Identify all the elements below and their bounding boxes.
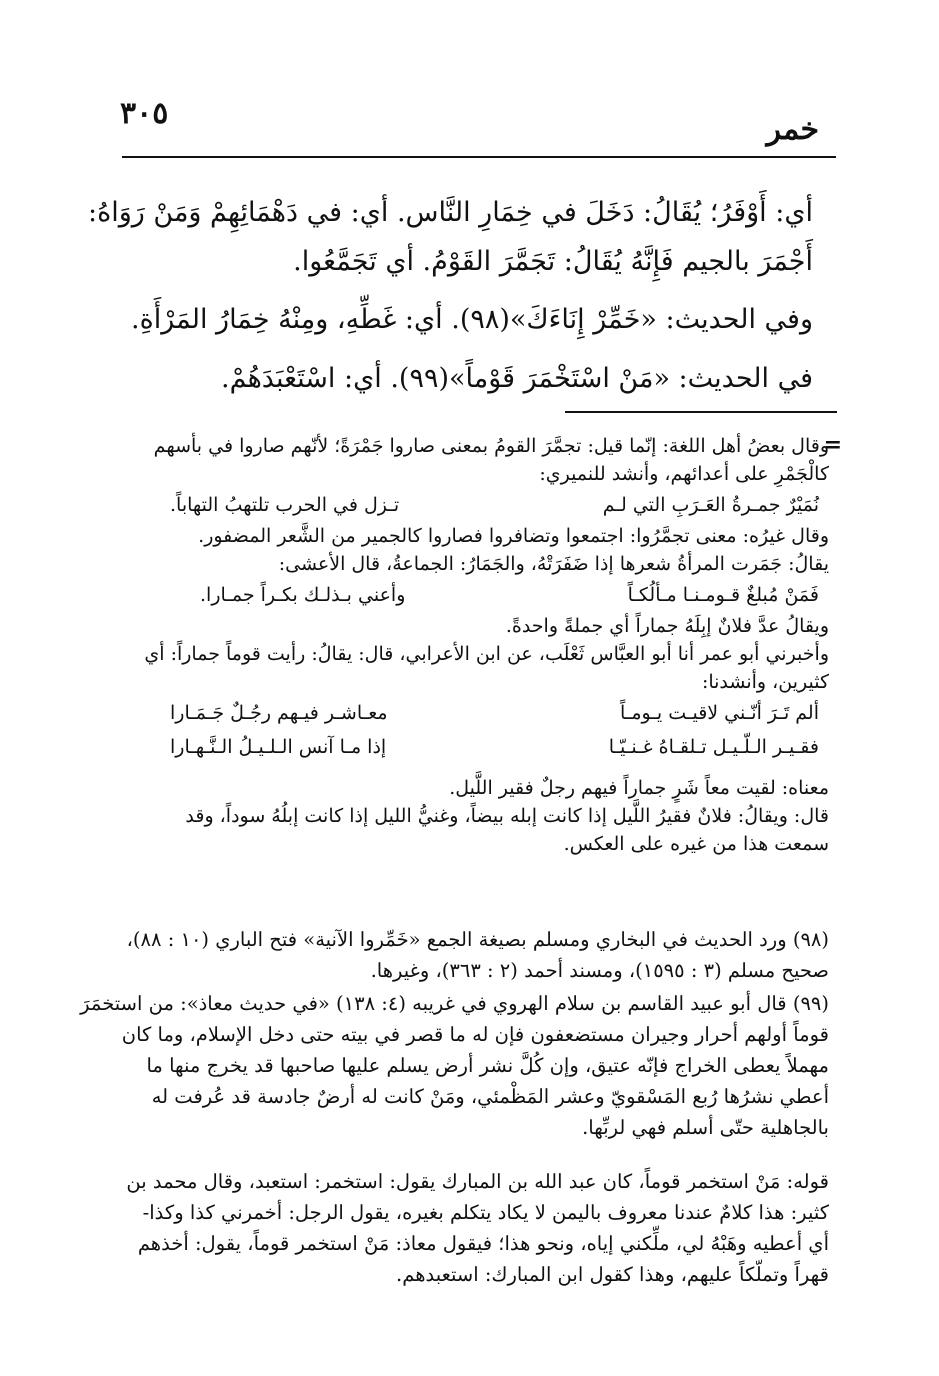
note-line: معناه: لقيت معاً شَرٍ جماراً فيهم رجلٌ فقير اللَّيل. xyxy=(449,777,829,799)
verse-hemistich: فَمَنْ مُبلغٌ قـومـنـا مـألُكـاً xyxy=(627,584,819,606)
note-line: وقال بعضُ أهل اللغة: إنّما قيل: تجمَّرَ القومُ بمعنى صاروا جَمْرَةً؛ لأنّهم صاروا في بأسهم xyxy=(153,435,829,457)
footnote-line: مهملاً يعطى الخراج فإنّه عتيق، وإن كُلَّ نشر أرض يسلم عليها صاحبها قد يخرج منها ما xyxy=(146,1054,829,1077)
verse-hemistich: وأعني بـذلـك بكـراً جمـارا. xyxy=(200,584,406,606)
footnote-line: صحيح مسلم (٣ : ١٥٩٥)، ومسند أحمد (٢ : ٣٦٣)، وغيرها. xyxy=(370,959,829,982)
footnote-line: (٩٨) ورد الحديث في البخاري ومسلم بصيغة الجمع «خَمِّروا الآنية» فتح الباري (١٠ : ٨٨)، xyxy=(126,928,829,951)
note-line: كثيرين، وأنشدنا: xyxy=(701,671,829,693)
note-line: كالْجَمْرِ على أعدائهم، وأنشد للنميري: xyxy=(539,463,829,485)
note-block xyxy=(130,432,829,858)
footnote-99 xyxy=(80,988,829,1143)
footnote-line: أي أعطيه وهَبْهُ لي، ملِّكني إياه، ونحو هذا؛ فيقول معاذ: مَنْ استخمر قوماً، يقول: أخذهم xyxy=(137,1232,829,1255)
verse-3a xyxy=(130,696,829,730)
footnote-line: بالجاهلية حتّى أسلم فهي لربِّها. xyxy=(582,1116,829,1139)
running-headword: خمر xyxy=(766,112,819,147)
verse-hemistich: تـزل في الحرب تلتهبُ التهاباً. xyxy=(170,494,400,516)
note-line: يقالُ: جَمَرت المرأةُ شعرها إذا ضَفَرَتْهُ، والجَمَارُ: الجماعةُ، قال الأعشى: xyxy=(278,553,829,575)
note-line: سمعت هذا من غيره على العكس. xyxy=(563,833,829,855)
verse-3b xyxy=(130,730,829,774)
main-line-2: أَجْمَرَ بالجيم فَإِنَّهُ يُقَالُ: تَجَمَّرَ القَوْمُ. أي تَجَمَّعُوا. xyxy=(293,246,813,277)
header-rule xyxy=(122,156,836,158)
footnote-line: قوماً أولهم أحرار وجيران مستضعفون فإن له ما قصر في بيته حتى دخل الإسلام، وما كان xyxy=(121,1023,829,1046)
note-line: قال: ويقالُ: فلانٌ فقيرُ اللَّيل إذا كانت إبله بيضاً، وغنيُّ الليل إذا كانت إبلُهُ سوداً، وقد xyxy=(185,805,829,827)
footnote-separator xyxy=(565,411,837,413)
note-line: ويقالُ عدَّ فلانٌ إبِلَهُ جماراً أي جملةً واحدةً. xyxy=(505,615,829,637)
main-line-1: أي: أَوْفَرُ؛ يُقَالُ: دَخَلَ في خِمَارِ النَّاس. أي: في دَهْمَائِهِمْ وَمَنْ رَوَاهُ: xyxy=(87,197,813,228)
footnote-line: قهراً وتملّكاً عليهم، وهذا كقول ابن المبارك: استعبدهم. xyxy=(396,1263,829,1286)
page-number: ٣٠٥ xyxy=(120,96,169,131)
main-line-4: في الحديث: «مَنْ اسْتَخْمَرَ قَوْماً»(٩٩). أي: اسْتَعْبَدَهُمْ. xyxy=(221,363,813,394)
continuation-marker: = xyxy=(823,432,842,458)
verse-hemistich: نُمَيْرٌ جمـرةُ العَـرَبِ التي لـم xyxy=(602,494,819,516)
note-line: وقال غيرُه: معنى تجمَّرُوا: اجتمعوا وتضافروا فصاروا كالجمير من الشَّعر المضفور. xyxy=(198,525,829,547)
verse-hemistich: فقـيـر الـلّـيـل تـلقـاهُ غـنـيّـا xyxy=(608,736,819,758)
verse-2 xyxy=(130,578,829,612)
verse-hemistich: معـاشـر فيـهم رجُـلٌ جَـمَـارا xyxy=(170,702,388,724)
footnote-98 xyxy=(126,924,829,986)
verse-1 xyxy=(130,488,829,522)
footnote-line: أعطي نشرُها رُبع المَسْقويّ وعشر المَظْمئي، ومَنْ كانت له أرضٌ جادسة قد عُرفت له xyxy=(151,1085,829,1108)
verse-hemistich: ألم تَـرَ أنّـني لاقيـت يـومـاً xyxy=(620,702,819,724)
footnote-99-continued xyxy=(126,1166,829,1290)
main-line-3: وفي الحديث: «خَمِّرْ إِنَاءَكَ»(٩٨). أي: غَطِّهِ، ومِنْهُ خِمَارُ المَرْأَةِ. xyxy=(130,304,813,335)
footnote-line: كثير: هذا كلامٌ عندنا معروف باليمن لا يكاد يتكلم بغيره، يقول الرجل: أخمرني كذا وكذا- xyxy=(142,1201,829,1224)
footnote-line: قوله: مَنْ استخمر قوماً، كان عبد الله بن المبارك يقول: استخمر: استعبد، وقال محمد بن xyxy=(126,1170,829,1193)
note-line: وأخبرني أبو عمر أنا أبو العبَّاس ثَعْلَب، عن ابن الأعرابي، قال: يقالُ: رأيت قوماً جماراً: أي xyxy=(144,643,829,665)
footnote-line: (٩٩) قال أبو عبيد القاسم بن سلام الهروي في غريبه (٤: ١٣٨) «في حديث معاذ»: من استخمَرَ xyxy=(80,992,829,1015)
verse-hemistich: إذا مـا آنس الـلـيـلُ الـنَّـهـارا xyxy=(170,736,387,758)
